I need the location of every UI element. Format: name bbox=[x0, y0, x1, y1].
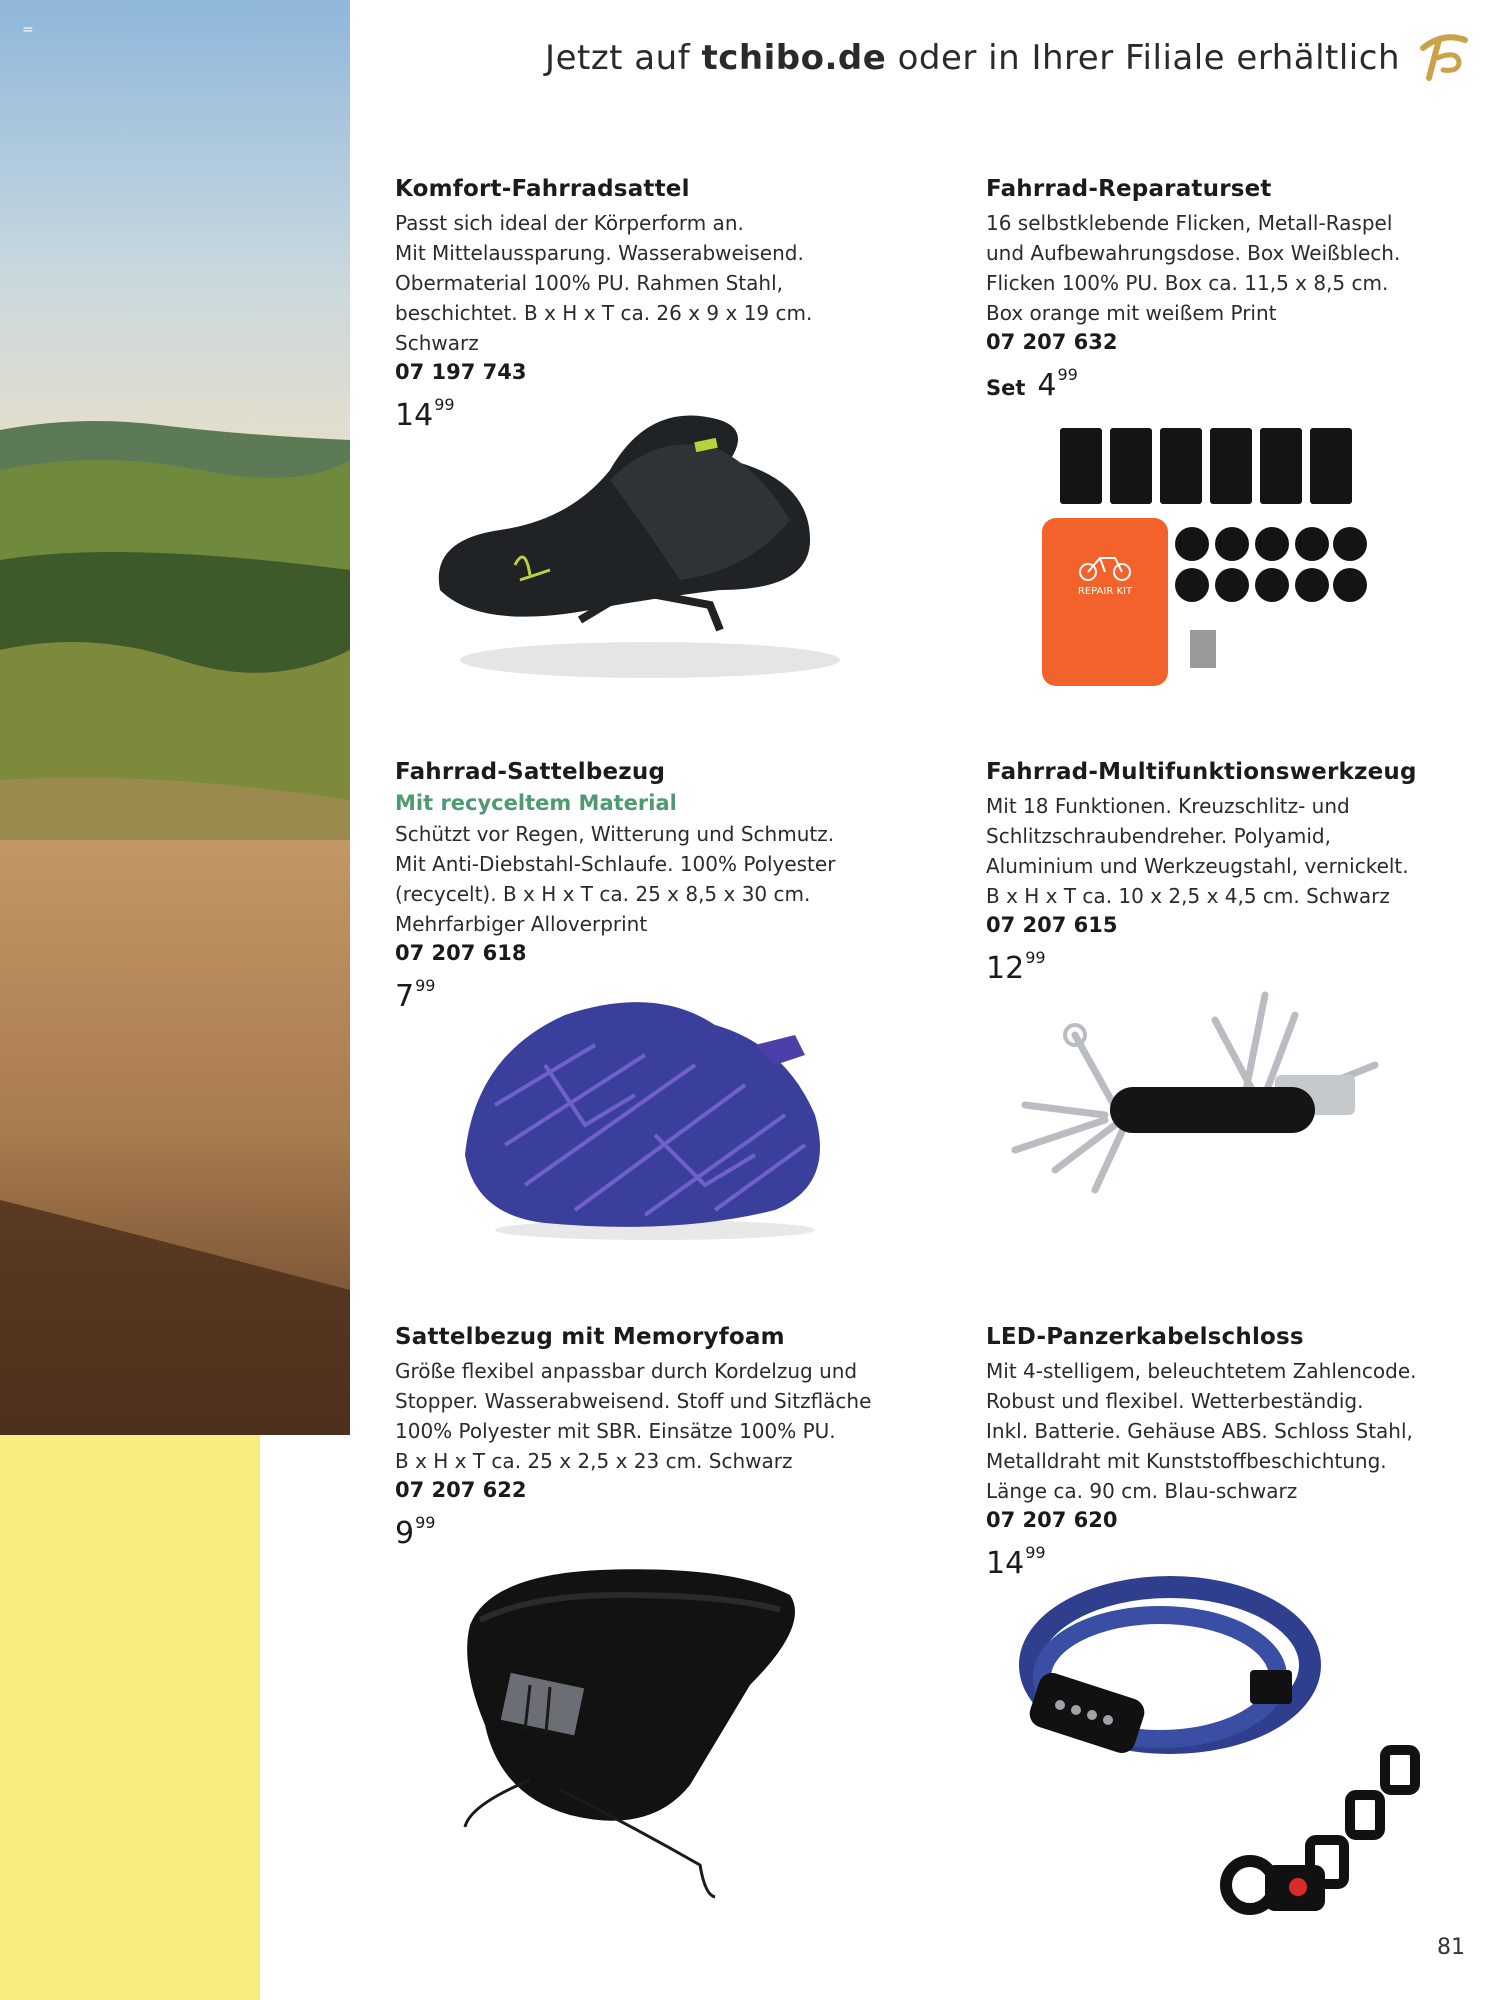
price-cents: 99 bbox=[1025, 948, 1046, 967]
price-cents: 99 bbox=[1057, 365, 1078, 384]
price-cents: 99 bbox=[434, 395, 455, 414]
page-number: 81 bbox=[1437, 1935, 1465, 1960]
product-title: Sattelbezug mit Memoryfoam bbox=[395, 1324, 785, 1350]
product-description: Schützt vor Regen, Witterung und Schmutz. Mit Anti-Diebstahl-Schlaufe. 100% Polyester (recycelt). B x H x T ca. 25 x 8,5 x 30 cm. Mehrfarbiger Alloverprint bbox=[395, 822, 836, 936]
price-cents: 99 bbox=[1025, 1543, 1046, 1562]
product-title: Fahrrad-Sattelbezug bbox=[395, 759, 666, 785]
product-cable-lock bbox=[986, 1324, 1495, 1581]
price-main: 12 bbox=[986, 951, 1025, 986]
kit-label: REPAIR KIT bbox=[1077, 586, 1133, 597]
header-brand[interactable]: tchibo.de bbox=[701, 38, 887, 78]
product-description: Größe flexibel anpassbar durch Kordelzug und Stopper. Wasserabweisend. Stoff und Sitzfläche 100% Polyester mit SBR. Einsätze 100% PU. B x H x T ca. 25 x 2,5 x 23 cm. Schwarz bbox=[395, 1359, 872, 1473]
price-cents: 99 bbox=[415, 1513, 436, 1532]
product-memoryfoam-cover bbox=[395, 1324, 935, 1551]
price-main: 9 bbox=[395, 1516, 415, 1551]
header-suffix: oder in Ihrer Filiale erhältlich bbox=[886, 38, 1400, 78]
multitool-image bbox=[1005, 975, 1405, 1205]
saddle-cover-image bbox=[455, 985, 855, 1245]
product-description: Passt sich ideal der Körperform an. Mit Mittelaussparung. Wasserabweisend. Obermaterial 100% PU. Rahmen Stahl, beschichtet. B x H x T ca. 26 x 9 x 19 cm. Schwarz bbox=[395, 211, 813, 355]
header-prefix: Jetzt auf bbox=[545, 38, 702, 78]
memoryfoam-cover-image bbox=[450, 1565, 830, 1905]
product-article-number: 07 207 622 bbox=[395, 1478, 527, 1502]
product-repair-kit bbox=[986, 176, 1495, 403]
product-article-number: 07 197 743 bbox=[395, 360, 527, 384]
product-article-number: 07 207 615 bbox=[986, 913, 1118, 937]
product-article-number: 07 207 620 bbox=[986, 1508, 1118, 1532]
yellow-accent-panel bbox=[0, 1435, 260, 2000]
product-title: Fahrrad-Multifunktionswerkzeug bbox=[986, 759, 1417, 785]
product-title: Komfort-Fahrradsattel bbox=[395, 176, 690, 202]
price-cents: 99 bbox=[415, 976, 436, 995]
product-article-number: 07 207 618 bbox=[395, 941, 527, 965]
repair-kit-image bbox=[1040, 420, 1380, 690]
tchibo-logo-icon bbox=[1413, 26, 1473, 86]
landscape-photo bbox=[0, 0, 350, 1435]
price-main: 7 bbox=[395, 979, 415, 1014]
product-price bbox=[986, 365, 1495, 403]
product-title: Fahrrad-Reparaturset bbox=[986, 176, 1272, 202]
price-main: 14 bbox=[395, 398, 434, 433]
saddle-image bbox=[420, 390, 860, 690]
product-description: Mit 18 Funktionen. Kreuzschlitz- und Schlitzschraubendreher. Polyamid, Aluminium und Werkzeugstahl, vernickelt. B x H x T ca. 10 x 2,5 x 4,5 cm. Schwarz bbox=[986, 794, 1409, 908]
price-prefix: Set bbox=[986, 376, 1026, 400]
price-main: 4 bbox=[1037, 368, 1057, 403]
product-multitool bbox=[986, 759, 1495, 986]
product-price bbox=[395, 1513, 935, 1551]
page-header bbox=[545, 38, 1400, 78]
product-title: LED-Panzerkabelschloss bbox=[986, 1324, 1304, 1350]
product-article-number: 07 207 632 bbox=[986, 330, 1118, 354]
product-description: 16 selbstklebende Flicken, Metall-Raspel und Aufbewahrungsdose. Box Weißblech. Flicken 100% PU. Box ca. 11,5 x 8,5 cm. Box orange mit weißem Print bbox=[986, 211, 1401, 325]
product-recycled-badge: Mit recyceltem Material bbox=[395, 791, 677, 815]
cable-lock-image bbox=[1010, 1565, 1450, 1925]
product-description: Mit 4-stelligem, beleuchtetem Zahlencode. Robust und flexibel. Wetterbeständig. Inkl. Batterie. Gehäuse ABS. Schloss Stahl, Metalldraht mit Kunststoffbeschichtung. Länge ca. 90 cm. Blau-schwarz bbox=[986, 1359, 1417, 1503]
price-main: 14 bbox=[986, 1546, 1025, 1581]
menu-icon[interactable]: = bbox=[22, 22, 34, 38]
product-saddle-cover bbox=[395, 759, 935, 1014]
